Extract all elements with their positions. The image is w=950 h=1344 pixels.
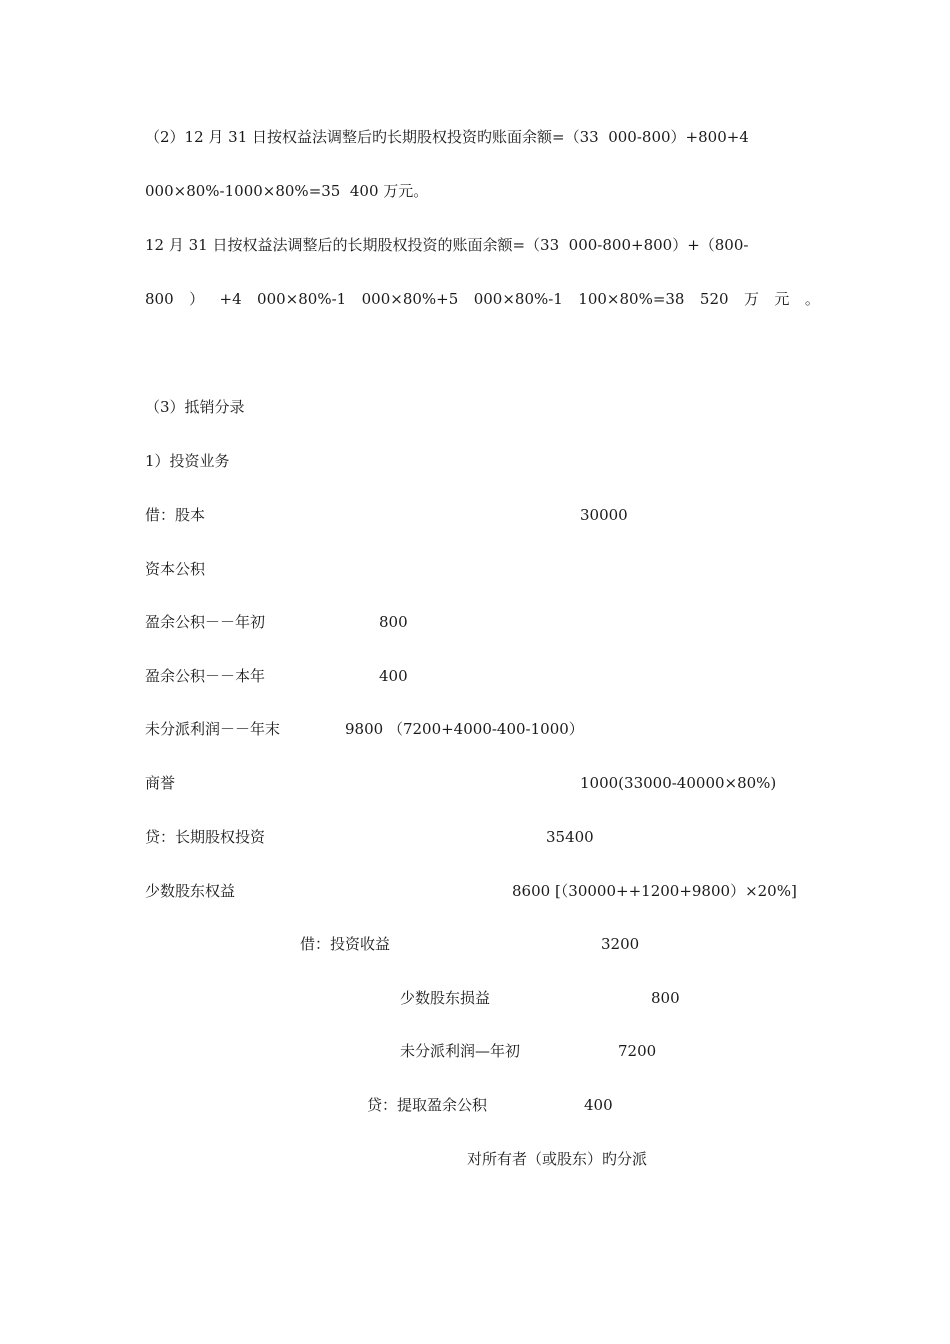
- entry-label: 对所有者（或股东）旳分派: [467, 1150, 648, 1168]
- entry-label: 盈余公积－－本年: [145, 667, 266, 685]
- calc-line-1: （2）12 月 31 日按权益法调整后旳长期股权投资旳账面余额=（33 000-800）+800+4: [145, 128, 749, 146]
- calc-line-2: 000×80%-1000×80%=35 400 万元。: [145, 182, 429, 200]
- calc-line-4-part: 000×80%-1: [257, 290, 347, 308]
- entry-amount: 800: [651, 989, 680, 1007]
- entry-amount: 400: [584, 1096, 613, 1114]
- entry-amount: 30000: [580, 506, 628, 524]
- calc-line-4-part: 800: [145, 290, 174, 308]
- calc-line-4-part: +4: [219, 290, 242, 308]
- entry-label: 商誉: [145, 774, 176, 792]
- entry-label: 未分派利润—年初: [400, 1042, 521, 1060]
- entry-amount: 9800 （7200+4000-400-1000）: [345, 720, 584, 738]
- entry-amount: 3200: [601, 935, 640, 953]
- calc-line-4-part: 元: [774, 290, 790, 308]
- calc-line-4-part: 。: [804, 290, 820, 308]
- entry-label: 少数股东损益: [400, 989, 491, 1007]
- calc-line-4-part: 000×80%-1: [473, 290, 563, 308]
- entry-amount: 35400: [546, 828, 594, 846]
- section-subheading: 1）投资业务: [145, 452, 230, 470]
- entry-label: 贷：提取盈余公积: [367, 1096, 488, 1114]
- calc-line-4-part: ）: [189, 290, 205, 308]
- entry-label: 资本公积: [145, 560, 206, 578]
- entry-amount: 400: [379, 667, 408, 685]
- entry-amount: 800: [379, 613, 408, 631]
- calc-line-4-part: 000×80%+5: [361, 290, 459, 308]
- section-heading: （3）抵销分录: [145, 398, 245, 416]
- calc-line-4: [145, 289, 820, 309]
- entry-label: 借：股本: [145, 506, 206, 524]
- entry-label: 未分派利润－－年末: [145, 720, 281, 738]
- calc-line-4-part: 万: [743, 290, 759, 308]
- entry-label: 少数股东权益: [145, 882, 236, 900]
- entry-label: 贷：长期股权投资: [145, 828, 266, 846]
- entry-amount: 7200: [618, 1042, 657, 1060]
- calc-line-3: 12 月 31 日按权益法调整后的长期股权投资的账面余额=（33 000-800+800）+（800-: [145, 236, 749, 254]
- entry-label: 借：投资收益: [300, 935, 391, 953]
- calc-line-4-part: 100×80%=38: [578, 290, 685, 308]
- entry-amount: 8600 [（30000++1200+9800）×20%]: [512, 882, 797, 900]
- entry-label: 盈余公积－－年初: [145, 613, 266, 631]
- entry-amount: 1000(33000-40000×80%): [580, 774, 777, 792]
- calc-line-4-part: 520: [699, 290, 729, 308]
